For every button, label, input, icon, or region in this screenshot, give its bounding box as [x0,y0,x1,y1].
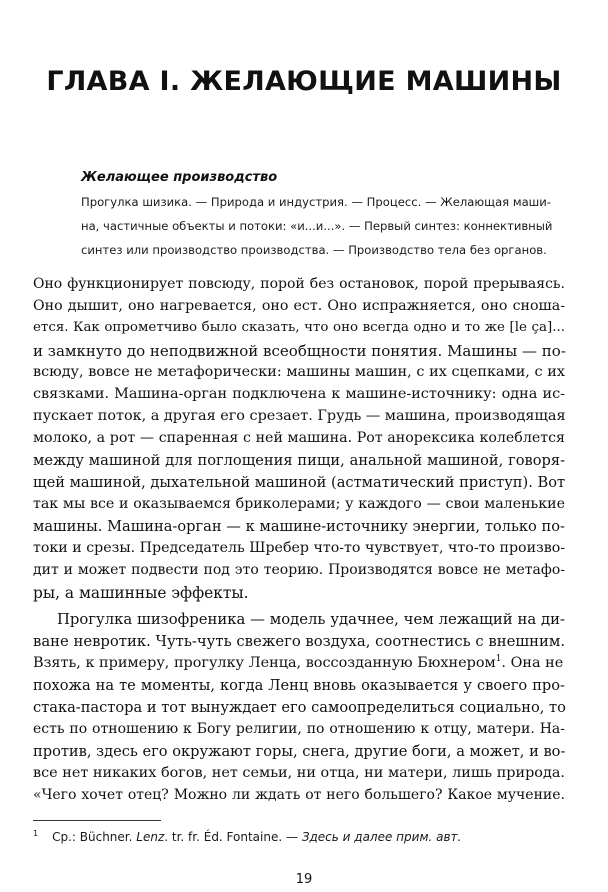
footnote-divider [33,820,161,821]
body-line: ры, а машинные эффекты. [33,584,249,602]
body-line: стака-пастора и тот вынуждает его самоопределиться социально, то [33,699,566,716]
body-text: . Она не [501,655,564,671]
section-heading: Желающее производство [81,170,278,185]
body-line: ване невротик. Чуть-чуть свежего воздуха, соотнестись с внешним. [33,633,566,650]
body-line: токи и срезы. Председатель Шребер что-то чувствует, что-то произво- [33,540,566,556]
body-line: всюду, вовсе не метафорически: машины машин, с их сцепками, с их [33,364,565,380]
footnote-text: . tr. fr. Éd. Fontaine. — [164,830,302,844]
body-line: щей машиной, дыхательной машиной (астматический приступ). Вот [33,474,566,491]
footnote-note: Здесь и далее прим. авт. [301,830,462,844]
footnote-reference[interactable]: 1 [495,654,502,665]
body-line: все нет никаких богов, нет семьи, ни отца, ни матери, лишь природа. [33,765,565,781]
body-line: есть по отношению к Богу религии, по отношению к отцу, матери. На- [33,721,565,737]
body-line: связками. Машина-орган подключена к машине-источнику: одна ис- [33,386,565,402]
body-text: Взять, к примеру, прогулку Ленца, воссозданную Бюхнером [33,655,496,671]
body-line: дит и может подвести под это теорию. Производятся вовсе не метафо- [33,562,565,578]
body-line: молоко, а рот — спаренная с ней машина. Рот анорексика колеблется [33,430,565,446]
body-line: похожа на те моменты, когда Ленц вновь оказывается у своего про- [33,677,565,694]
synopsis-line: на, частичные объекты и потоки: «и...и...». — Первый синтез: коннективный [81,219,553,233]
body-line-with-footnote-ref [33,655,565,671]
body-line: машины. Машина-орган — к машине-источнику энергии, только по- [33,518,565,535]
body-line: против, здесь его окружают горы, снега, другие боги, а может, и во- [33,743,566,760]
page-number: 19 [295,872,313,887]
synopsis-line: Прогулка шизика. — Природа и индустрия. — Процесс. — Желающая маши- [81,195,552,209]
footnote-title: Lenz [136,830,165,844]
chapter-title: ГЛАВА I. ЖЕЛАЮЩИЕ МАШИНЫ [46,66,562,97]
body-line: Прогулка шизофреника — модель удачнее, чем лежащий на ди- [57,611,565,628]
footnote-text: Ср.: Büchner. [52,830,137,844]
body-line: ется. Как опрометчиво было сказать, что оно всегда одно и то же [le ça]... [33,320,565,335]
body-line: Оно дышит, оно нагревается, оно ест. Оно испражняется, оно сноша- [33,298,565,314]
footnote [33,829,461,844]
body-line: так мы все и оказываемся бриколерами; у каждого — свои маленькие [33,496,565,512]
body-line: и замкнуто до неподвижной всеобщности понятия. Машины — по- [33,342,566,360]
synopsis-line: синтез или производство производства. — Производство тела без органов. [81,243,547,257]
body-line: Оно функционирует повсюду, порой без остановок, порой прерываясь. [33,276,565,292]
footnote-mark: 1 [33,829,39,838]
body-line: пускает поток, а другая его срезает. Грудь — машина, производящая [33,408,566,424]
body-line: «Чего хочет отец? Можно ли ждать от него большего? Какое мучение. [33,787,565,803]
body-line: между машиной для поглощения пищи, анальной машиной, говоря- [33,452,565,469]
